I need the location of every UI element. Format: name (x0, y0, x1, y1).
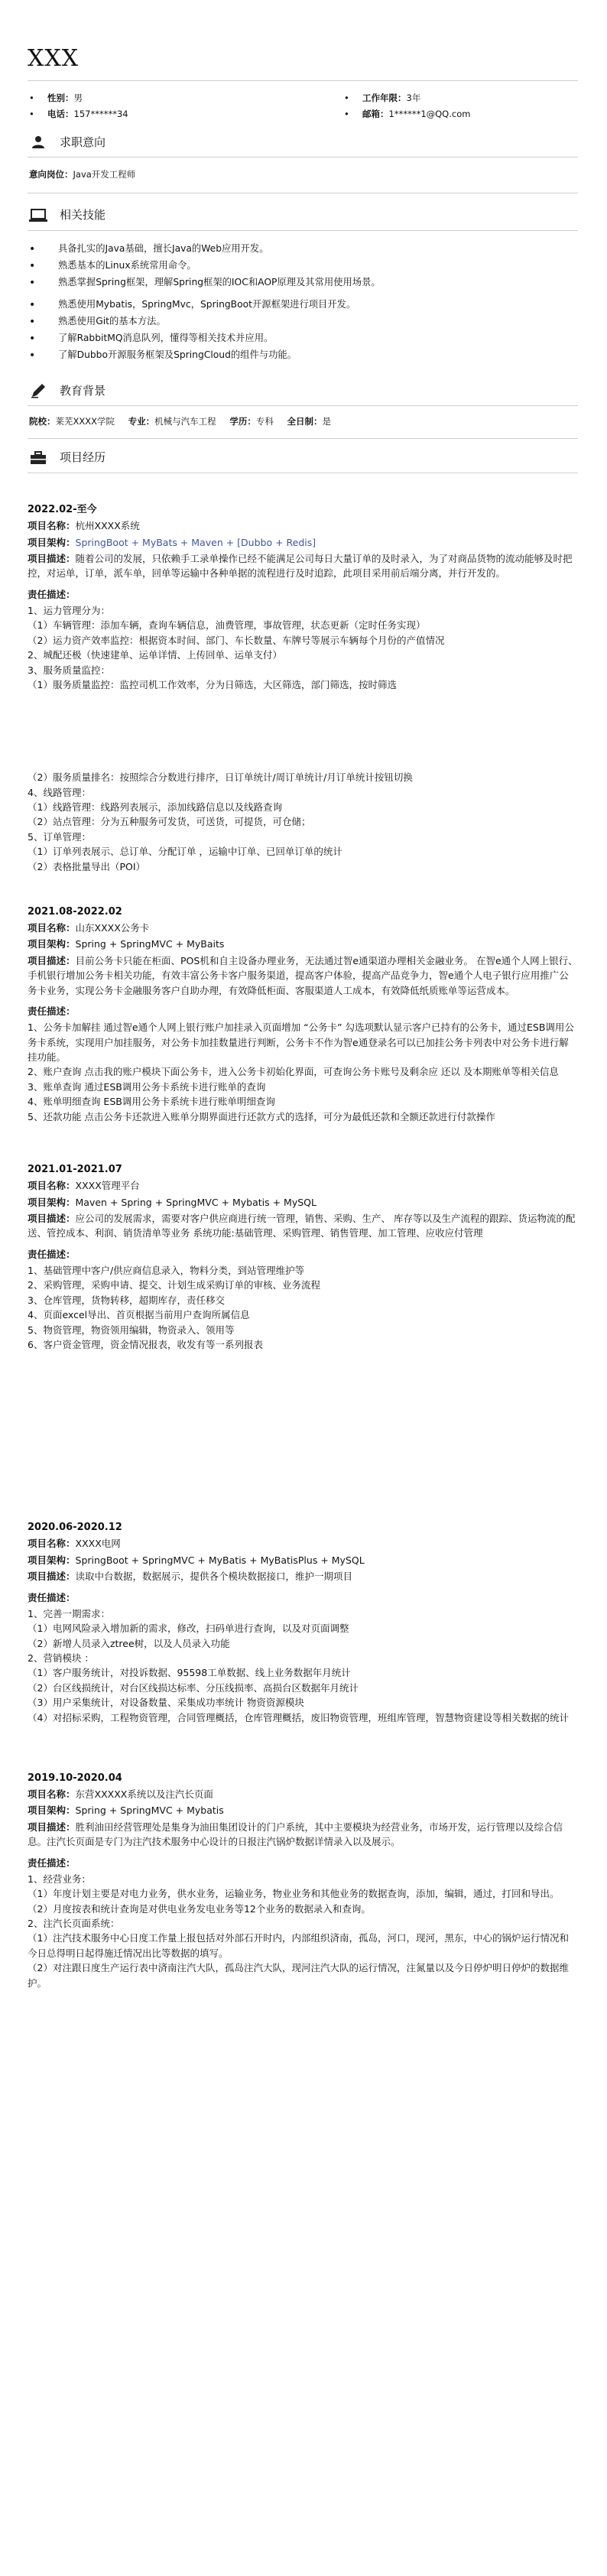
project-arch: Spring + SpringMVC + Mybatis (75, 1804, 224, 1817)
project-desc-row (28, 1211, 578, 1241)
person-icon (28, 133, 49, 151)
resp-lines (28, 1872, 578, 1990)
project-arch-row (28, 937, 578, 951)
resp-line: 3、仓库管理，货物转移，超期库存，责任移交 (28, 1294, 225, 1306)
project-arch-row (28, 1195, 578, 1210)
project-period: 2019.10-2020.04 (28, 1772, 122, 1784)
field-label: 项目名称： (28, 1538, 76, 1550)
project-entry (28, 905, 578, 1124)
field-label: 项目架构： (28, 938, 76, 950)
project-period: 2021.08-2022.02 (28, 905, 122, 918)
section-intention-header (28, 128, 578, 157)
project-name: 山东XXXX公务卡 (75, 922, 150, 934)
laptop-icon (28, 206, 49, 225)
resp-line: 3、账单查询 通过ESB调用公务卡系统卡进行账单的查询 (28, 1080, 266, 1093)
resp-line: 3、服务质量监控： (28, 664, 110, 676)
resp-label: 责任描述： (28, 1856, 76, 1869)
resp-line: （1）服务质量监控：监控司机工作效率，分为日筛选，大区筛选，部门筛选，按时筛选 (28, 678, 397, 690)
resp-label: 责任描述： (28, 1591, 76, 1603)
project-name: 东营XXXXX系统以及注汽长页面 (75, 1788, 213, 1801)
resp-line: 1、基础管理中客户/供应商信息录入，物料分类，到站管理维护等 (28, 1265, 305, 1276)
resp-line: （1）订单列表展示、总订单、分配订单 ，运输中订单、已回单订单的统计 (28, 846, 342, 858)
resp-line: 4、账单明细查询 ESB调用公务卡系统卡进行账单明细查询 (28, 1096, 275, 1108)
resp-line: （1）注汽技术服务中心日度工作量上报包括对外部石开时内，内部组织済南，孤岛，河口，现河，黑东，中心的锅炉运行情况和今日总得明日起得施迁情况出比等数据的填写。 (28, 1932, 569, 1959)
resp-line: 4、页面excel导出、首页根据当前用户查询所属信息 (28, 1309, 250, 1321)
project-desc: 读取中台数据，数据展示，提供各个模块数据接口，维护一期项目 (75, 1571, 353, 1583)
project-arch: SpringBoot + SpringMVC + MyBatis + MyBatisPlus + MySQL (75, 1554, 365, 1566)
personal-info (28, 92, 578, 122)
bullet-icon: • (29, 109, 34, 120)
skill-item: • 熟悉基本的Linux系统常用命令。 (28, 258, 578, 273)
skills-list (28, 242, 578, 290)
info-label: 邮箱： (362, 109, 389, 120)
info-work-years (303, 92, 578, 106)
section-title: 教育背景 (60, 383, 106, 398)
project-desc-row (28, 551, 578, 581)
resp-line: 1、完善一期需求： (28, 1607, 110, 1619)
project-desc-row (28, 1569, 578, 1584)
intention-row (28, 158, 578, 193)
resp-line: （1）年度计划主要是对电力业务，供水业务，运输业务，物业业务和其他业务的数据查询，添加，编辑，通过，打回和导出。 (28, 1888, 560, 1900)
project-arch-row (28, 1803, 578, 1817)
resp-line: 2、采购管理，采购申请、提交、计划生成采购订单的审核、业务流程 (28, 1279, 320, 1291)
resp-lines (28, 1020, 578, 1124)
field-label: 项目名称： (28, 1180, 76, 1192)
info-value: 3年 (406, 92, 421, 103)
pen-icon (28, 382, 49, 400)
field-label: 项目名称： (28, 1788, 76, 1801)
section-divider (28, 438, 578, 439)
field-label: 项目描述： (28, 1821, 76, 1833)
project-arch-row (28, 535, 578, 550)
info-gender (28, 92, 303, 106)
education-row (28, 406, 578, 438)
edu-label: 院校： (29, 416, 56, 427)
skill-item: • 熟悉使用Git的基本方法。 (28, 314, 578, 329)
project-period: 2020.06-2020.12 (28, 1522, 122, 1534)
field-label: 项目名称： (28, 922, 76, 934)
skill-item: • 具备扎实的Java基础，擅长Java的Web应用开发。 (28, 242, 578, 256)
resp-line: 2、注汽长页面系统： (28, 1918, 120, 1930)
resp-line: （2）运力资产效率监控：根据资本时间、部门、车长数量、车牌号等展示车辆每个月份的产值情况 (28, 634, 445, 646)
resp-line: 5、物资管理，物资领用编辑，物资录入、领用等 (28, 1324, 235, 1336)
resp-line: 4、线路管理： (28, 786, 91, 798)
briefcase-icon (28, 449, 49, 467)
resp-line: 5、还款功能 点击公务卡还款进入账单分期界面进行还款方式的选择，可分为最低还款和全额还款进行付款操作 (28, 1110, 495, 1122)
edu-label: 专业： (128, 416, 155, 427)
edu-value: 专科 (255, 416, 274, 427)
project-desc: 目前公务卡只能在柜面、POS机和自主设备办理业务，无法通过智e通渠道办理相关金融业务。 在智e通个人网上银行、手机银行增加公务卡相关功能，有效丰富公务卡客户服务渠道，提高客户体验，提高产品竞争力，智e通个人电子银行应用推广公务卡业务，实现公务卡金融服务客户自助办理，有效降低柜面、客服渠道人工成本，有效降低纸质账单等运营成本。 (28, 954, 578, 996)
bullet-icon: • (344, 92, 349, 103)
resp-lines (28, 1263, 578, 1352)
section-education-header (28, 376, 578, 405)
section-title: 相关技能 (60, 208, 106, 223)
skill-item: • 熟悉掌握Spring框架，理解Spring框架的IOC和AOP原理及其常用使用场景。 (28, 275, 578, 290)
project-arch: Maven + Spring + SpringMVC + Mybatis + MySQL (75, 1196, 316, 1208)
resp-lines (28, 770, 578, 874)
project-period: 2021.01-2021.07 (28, 1163, 122, 1175)
project-arch: Spring + SpringMVC + MyBaits (75, 938, 225, 950)
info-email (303, 108, 578, 122)
resp-line: （2）表格批量导出（POI） (28, 860, 146, 872)
project-entry (28, 1771, 578, 1990)
field-label: 项目架构： (28, 1196, 76, 1208)
resp-line: 1、公务卡加解挂 通过智e通个人网上银行账户加挂录入页面增加 “公务卡” 勾选项默认显示客户已持有的公务卡，通过ESB调用公务卡系统，实现用户加挂服务，对公务卡加挂数量进行判断，公务卡不作为智e通登录名可以已加挂公务卡列表中对公务卡进行解挂功能。 (28, 1022, 574, 1064)
project-name-row (28, 1536, 578, 1551)
project-entry (28, 1162, 578, 1352)
project-entry (28, 1520, 578, 1725)
field-label: 项目架构： (28, 536, 76, 548)
candidate-name: XXX (28, 45, 80, 72)
resp-line: 1、运力管理分为： (28, 605, 110, 617)
project-name: XXXX管理平台 (75, 1180, 140, 1192)
resp-label: 责任描述： (28, 588, 76, 600)
field-label: 项目描述： (28, 552, 76, 564)
project-name-row (28, 1787, 578, 1801)
page-gap (28, 692, 578, 768)
resp-line: （1）线路管理：线路列表展示，添加线路信息以及线路查询 (28, 801, 282, 814)
project-name-row (28, 518, 578, 533)
project-desc: 随着公司的发展，只依赖手工录单操作已经不能满足公司每日大量订单的及时录入，为了对商品货物的流动能够及时把控，对运单，订单，派车单，回单等运输中各种单据的流程进行及时追踪，此项目采用前后端分离，并行开发的。 (28, 552, 573, 580)
resp-line: 2、城配还极（快速建单、运单详情、上传回单、运单支付） (28, 649, 282, 661)
resp-line: （2）新增人员录入ztree树，以及人员录入功能 (28, 1637, 230, 1649)
edu-label: 学历： (229, 416, 256, 427)
project-desc-row (28, 1820, 578, 1850)
resp-line: （2）对注跟日度生产运行表中済南注汽大队，孤岛注汽大队，现河注汽大队的运行情况，注氮量以及今日停炉明日停炉的数据维护。 (28, 1962, 569, 1989)
resp-line: （1）车辆管理：添加车辆，查询车辆信息，油费管理，事故管理，状态更新（定时任务实现） (28, 619, 426, 632)
info-label: 工作年限： (362, 92, 407, 103)
section-title: 求职意向 (60, 135, 106, 149)
field-label: 项目描述： (28, 1212, 76, 1224)
bullet-icon: • (29, 92, 34, 103)
resp-line: （1）电网风险录入增加新的需求，修改，扫码单进行查询，以及对页面调整 (28, 1623, 349, 1635)
intention-label: 意向岗位： (29, 169, 73, 180)
project-desc: 胜利油田经营管理处是集身为油田集团设计的门户系统，其中主要模块为经营业务，市场开发，运行管理以及综合信息。注汽长页面是专门为注汽技术服务中心设计的日报注汽锅炉数据详情录入以及展示。 (28, 1821, 563, 1848)
info-label: 电话： (47, 109, 74, 120)
project-arch-row (28, 1553, 578, 1567)
project-period: 2022.02-至今 (28, 504, 97, 516)
project-arch: SpringBoot + MyBats + Maven + [Dubbo + Redis] (75, 536, 316, 548)
resp-lines (28, 603, 578, 692)
project-name-row (28, 1178, 578, 1193)
resp-line: （2）服务质量排名：按照综合分数进行排序，日订单统计/周订单统计/月订单统计按钮切换 (28, 772, 413, 784)
resp-line: 5、订单管理： (28, 830, 91, 843)
name-divider (28, 80, 578, 81)
resp-line: 2、账户查询 点击我的账户模块下面公务卡，进入公务卡初始化界面，可查询公务卡账号及剩余应 还以 及本期账单等相关信息 (28, 1066, 559, 1078)
field-label: 项目架构： (28, 1804, 76, 1817)
section-projects-header (28, 443, 578, 473)
resp-line: （4）对招标采购，工程物资管理，合同管理概括，仓库管理概括，废旧物资管理，班组库管理，智慧物资建设等相关数据的统计 (28, 1711, 569, 1723)
resp-line: 1、经营业务： (28, 1873, 91, 1885)
resp-line: 2、营销模块 ： (28, 1652, 94, 1665)
resp-line: （2）月度按表和统计查询是对供电业务发电业务等12个业务的数据录入和查询。 (28, 1902, 371, 1915)
info-label: 性别： (47, 92, 74, 103)
project-desc: 应公司的发展需求，需要对客户供应商进行统一管理，销售、采购、生产、 库存等以及生产流程的跟踪、货运物流的配送、管控成本、利润、销货清单等业务 系统功能:基础管理、采购管理、销售管理、加工管理、应收应付管理 (28, 1212, 576, 1239)
project-name-row (28, 921, 578, 935)
project-entry (28, 502, 578, 874)
section-divider (28, 230, 578, 231)
resp-label: 责任描述： (28, 1005, 76, 1017)
field-label: 项目架构： (28, 1554, 76, 1566)
info-value: 157******34 (73, 109, 128, 120)
skill-item: • 了解RabbitMQ消息队列，懂得等相关技术并应用。 (28, 331, 578, 346)
field-label: 项目名称： (28, 520, 76, 532)
resp-line: （2）台区线损统计，对台区线损达标率、分压线损率、高损台区数据年月统计 (28, 1681, 359, 1694)
info-value: 男 (73, 92, 83, 103)
project-name: 杭州XXXX系统 (75, 520, 140, 532)
edu-value: 莱芜XXXX学院 (55, 416, 115, 427)
bullet-icon: • (344, 109, 349, 120)
edu-label: 全日制： (287, 416, 323, 427)
page-gap (28, 1352, 578, 1497)
project-name: XXXX电网 (75, 1538, 121, 1550)
field-label: 项目描述： (28, 1571, 76, 1583)
resp-lines (28, 1606, 578, 1725)
edu-value: 机械与汽车工程 (154, 416, 216, 427)
info-phone (28, 108, 303, 122)
skill-item: • 熟悉使用Mybatis，SpringMvc，SpringBoot开源框架进行项目开发。 (28, 297, 578, 312)
resp-line: （3）用户采集统计，对设备数量、采集成功率统计 物资资源模块 (28, 1697, 304, 1709)
section-title: 项目经历 (60, 450, 106, 465)
resp-label: 责任描述： (28, 1248, 76, 1260)
skill-item: • 了解Dubbo开源服务框架及SpringCloud的组件与功能。 (28, 348, 578, 362)
edu-value: 是 (322, 416, 331, 427)
resp-line: （2）站点管理：分为五种服务可发货，可送货，可提货，可仓储； (28, 816, 311, 828)
resp-line: （1）客户服务统计，对投诉数据、95598工单数据、线上业务数据年月统计 (28, 1667, 351, 1679)
skills-list-2 (28, 297, 578, 362)
intention-value: Java开发工程师 (73, 169, 136, 180)
project-desc-row (28, 953, 578, 998)
info-value: 1******1@QQ.com (388, 109, 471, 120)
section-skills-header (28, 201, 578, 230)
resp-line: 6、客户资金管理，资金情况报表，收发有等一系列报表 (28, 1338, 263, 1350)
field-label: 项目描述： (28, 954, 76, 966)
